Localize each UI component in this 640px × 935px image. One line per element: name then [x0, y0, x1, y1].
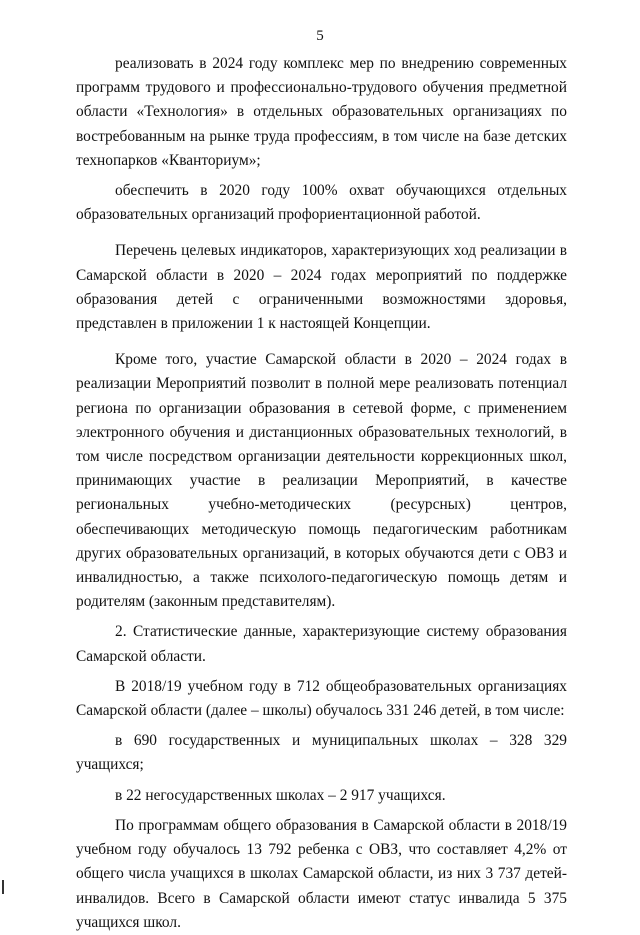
paragraph-1	[76, 52, 567, 173]
scan-edge-mark	[2, 880, 4, 894]
paragraph-2: обеспечить в 2020 году 100% охват обучающихся отдельных образовательных организаций профориентационной работой.	[76, 182, 567, 224]
paragraph-8: в 22 негосударственных школах – 2 917 учащихся.	[115, 786, 446, 804]
paragraph-9: По программам общего образования в Самарской области в 2018/19 учебном году обучалось 13 792 ребенка с ОВЗ, что составляет 4,2% от общего числа учащихся в школах Самарской области, из них 3 737 детей-инвалидов. Всего в Самарской области имеют статус инвалида 5 375 учащихся школ.	[76, 816, 567, 931]
paragraph-7: в 690 государственных и муниципальных школах – 328 329 учащихся;	[76, 732, 567, 774]
section-heading-statistics: 2. Статистические данные, характеризующие систему образования Самарской области.	[76, 623, 567, 665]
page-number: 5	[316, 28, 324, 44]
paragraph-4: Кроме того, участие Самарской области в 2020 – 2024 годах в реализации Мероприятий позволит в полной мере реализовать потенциал региона по организации образования в сетевой форме, с применением электронного обучения и дистанционных образовательных технологий, в том числе посредством организации деятельности коррекционных школ, принимающих участие в реализации Мероприятий, в качестве региональных учебно-методических (ресурсных) центров, обеспечивающих методическую помощь педагогическим работникам других образовательных организаций, в которых обучаются дети с ОВЗ и инвалидностью, а также психолого-педагогическую помощь детям и родителям (законным представителям).	[76, 351, 567, 611]
paragraph-6: В 2018/19 учебном году в 712 общеобразовательных организациях Самарской области (далее – школы) обучалось 331 246 детей, в том числе:	[76, 677, 567, 720]
document-body	[76, 52, 567, 935]
paragraph-1-text: реализовать в 2024 году комплекс мер по внедрению современных программ трудового и профессионально-трудового обучения предметной области «Технология» в отдельных образовательных организациях по востребованным на рынке труда профессиям, в том числе на базе детских технопарков «Кванториум»;	[76, 55, 567, 169]
paragraph-3: Перечень целевых индикаторов, характеризующих ход реализации в Самарской области в 2020 – 2024 годах мероприятий по поддержке образования детей с ограниченными возможностями здоровья, представлен в приложении 1 к настоящей Концепции.	[76, 242, 567, 333]
